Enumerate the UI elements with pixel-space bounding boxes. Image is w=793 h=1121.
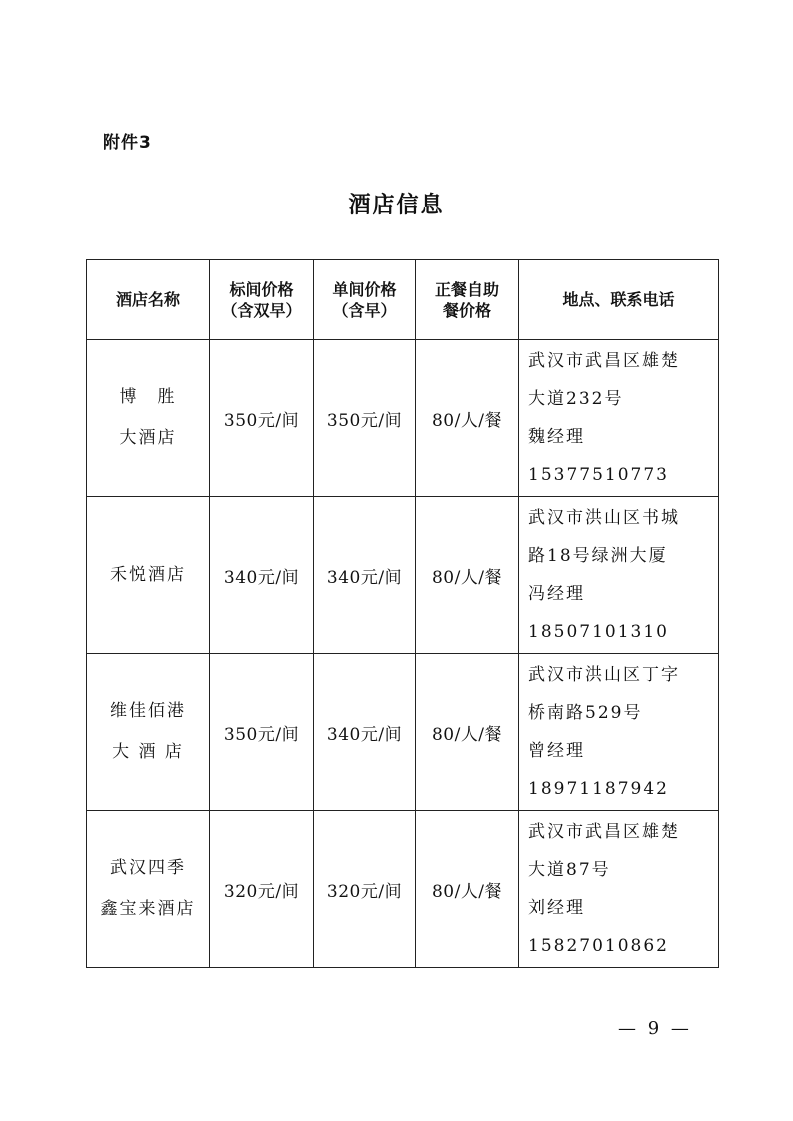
contact-line: 魏经理15377510773 (528, 427, 669, 485)
table-row (87, 811, 719, 968)
hotel-name-cell (87, 340, 210, 497)
meal-price-cell: 80/人/餐 (416, 340, 519, 497)
table-row (87, 654, 719, 811)
header-address-phone (519, 260, 719, 340)
standard-price-cell: 350元/间 (210, 654, 314, 811)
address-line: 武汉市武昌区雄楚 (528, 351, 680, 371)
hotel-name-line: 博 胜 (119, 387, 177, 407)
address-line: 路18号绿洲大厦 (528, 546, 668, 566)
address-line: 大道87号 (528, 860, 611, 880)
header-meal-price (416, 260, 519, 340)
address-line: 武汉市武昌区雄楚 (528, 822, 680, 842)
header-line: 标间价格 (229, 279, 294, 299)
single-price-cell: 350元/间 (314, 340, 416, 497)
address-cell (519, 340, 719, 497)
address-line: 桥南路529号 (528, 703, 643, 723)
hotel-name-line: 禾悦酒店 (110, 564, 186, 585)
header-line: （含早） (332, 300, 397, 320)
header-line: （含双早） (221, 300, 302, 320)
address-line: 大道232号 (528, 389, 624, 409)
header-hotel-name (87, 260, 210, 340)
table-header-row (87, 260, 719, 340)
single-price-cell: 340元/间 (314, 654, 416, 811)
header-single-price (314, 260, 416, 340)
page-title: 酒店信息 (348, 192, 445, 218)
hotel-name-cell (87, 497, 210, 654)
header-line: 单间价格 (332, 279, 397, 299)
header-line: 酒店名称 (115, 290, 180, 309)
hotel-name-line: 大酒店 (119, 428, 177, 448)
hotel-name-line: 鑫宝来酒店 (100, 899, 196, 919)
hotel-name-cell (87, 811, 210, 968)
standard-price-cell: 350元/间 (210, 340, 314, 497)
hotel-name-line: 维佳佰港 (110, 701, 186, 721)
header-line: 正餐自助 (434, 279, 499, 299)
table-row (87, 340, 719, 497)
header-line: 餐价格 (442, 300, 491, 320)
address-cell (519, 811, 719, 968)
page-number: — 9 — (618, 1018, 692, 1039)
header-standard-price (210, 260, 314, 340)
single-price-cell: 340元/间 (314, 497, 416, 654)
contact-line: 曾经理18971187942 (528, 741, 669, 799)
contact-line: 冯经理18507101310 (528, 584, 669, 642)
hotel-name-line: 武汉四季 (110, 858, 186, 878)
hotel-info-table (86, 259, 719, 968)
header-line: 地点、联系电话 (562, 290, 675, 309)
address-cell (519, 497, 719, 654)
meal-price-cell: 80/人/餐 (416, 654, 519, 811)
address-line: 武汉市洪山区丁字 (528, 665, 680, 685)
table-row (87, 497, 719, 654)
single-price-cell: 320元/间 (314, 811, 416, 968)
address-cell (519, 654, 719, 811)
standard-price-cell: 340元/间 (210, 497, 314, 654)
hotel-name-line: 大 酒 店 (112, 742, 184, 762)
meal-price-cell: 80/人/餐 (416, 497, 519, 654)
attachment-label: 附件3 (103, 133, 152, 153)
address-line: 武汉市洪山区书城 (528, 508, 680, 528)
hotel-name-cell (87, 654, 210, 811)
meal-price-cell: 80/人/餐 (416, 811, 519, 968)
standard-price-cell: 320元/间 (210, 811, 314, 968)
contact-line: 刘经理15827010862 (528, 898, 669, 956)
